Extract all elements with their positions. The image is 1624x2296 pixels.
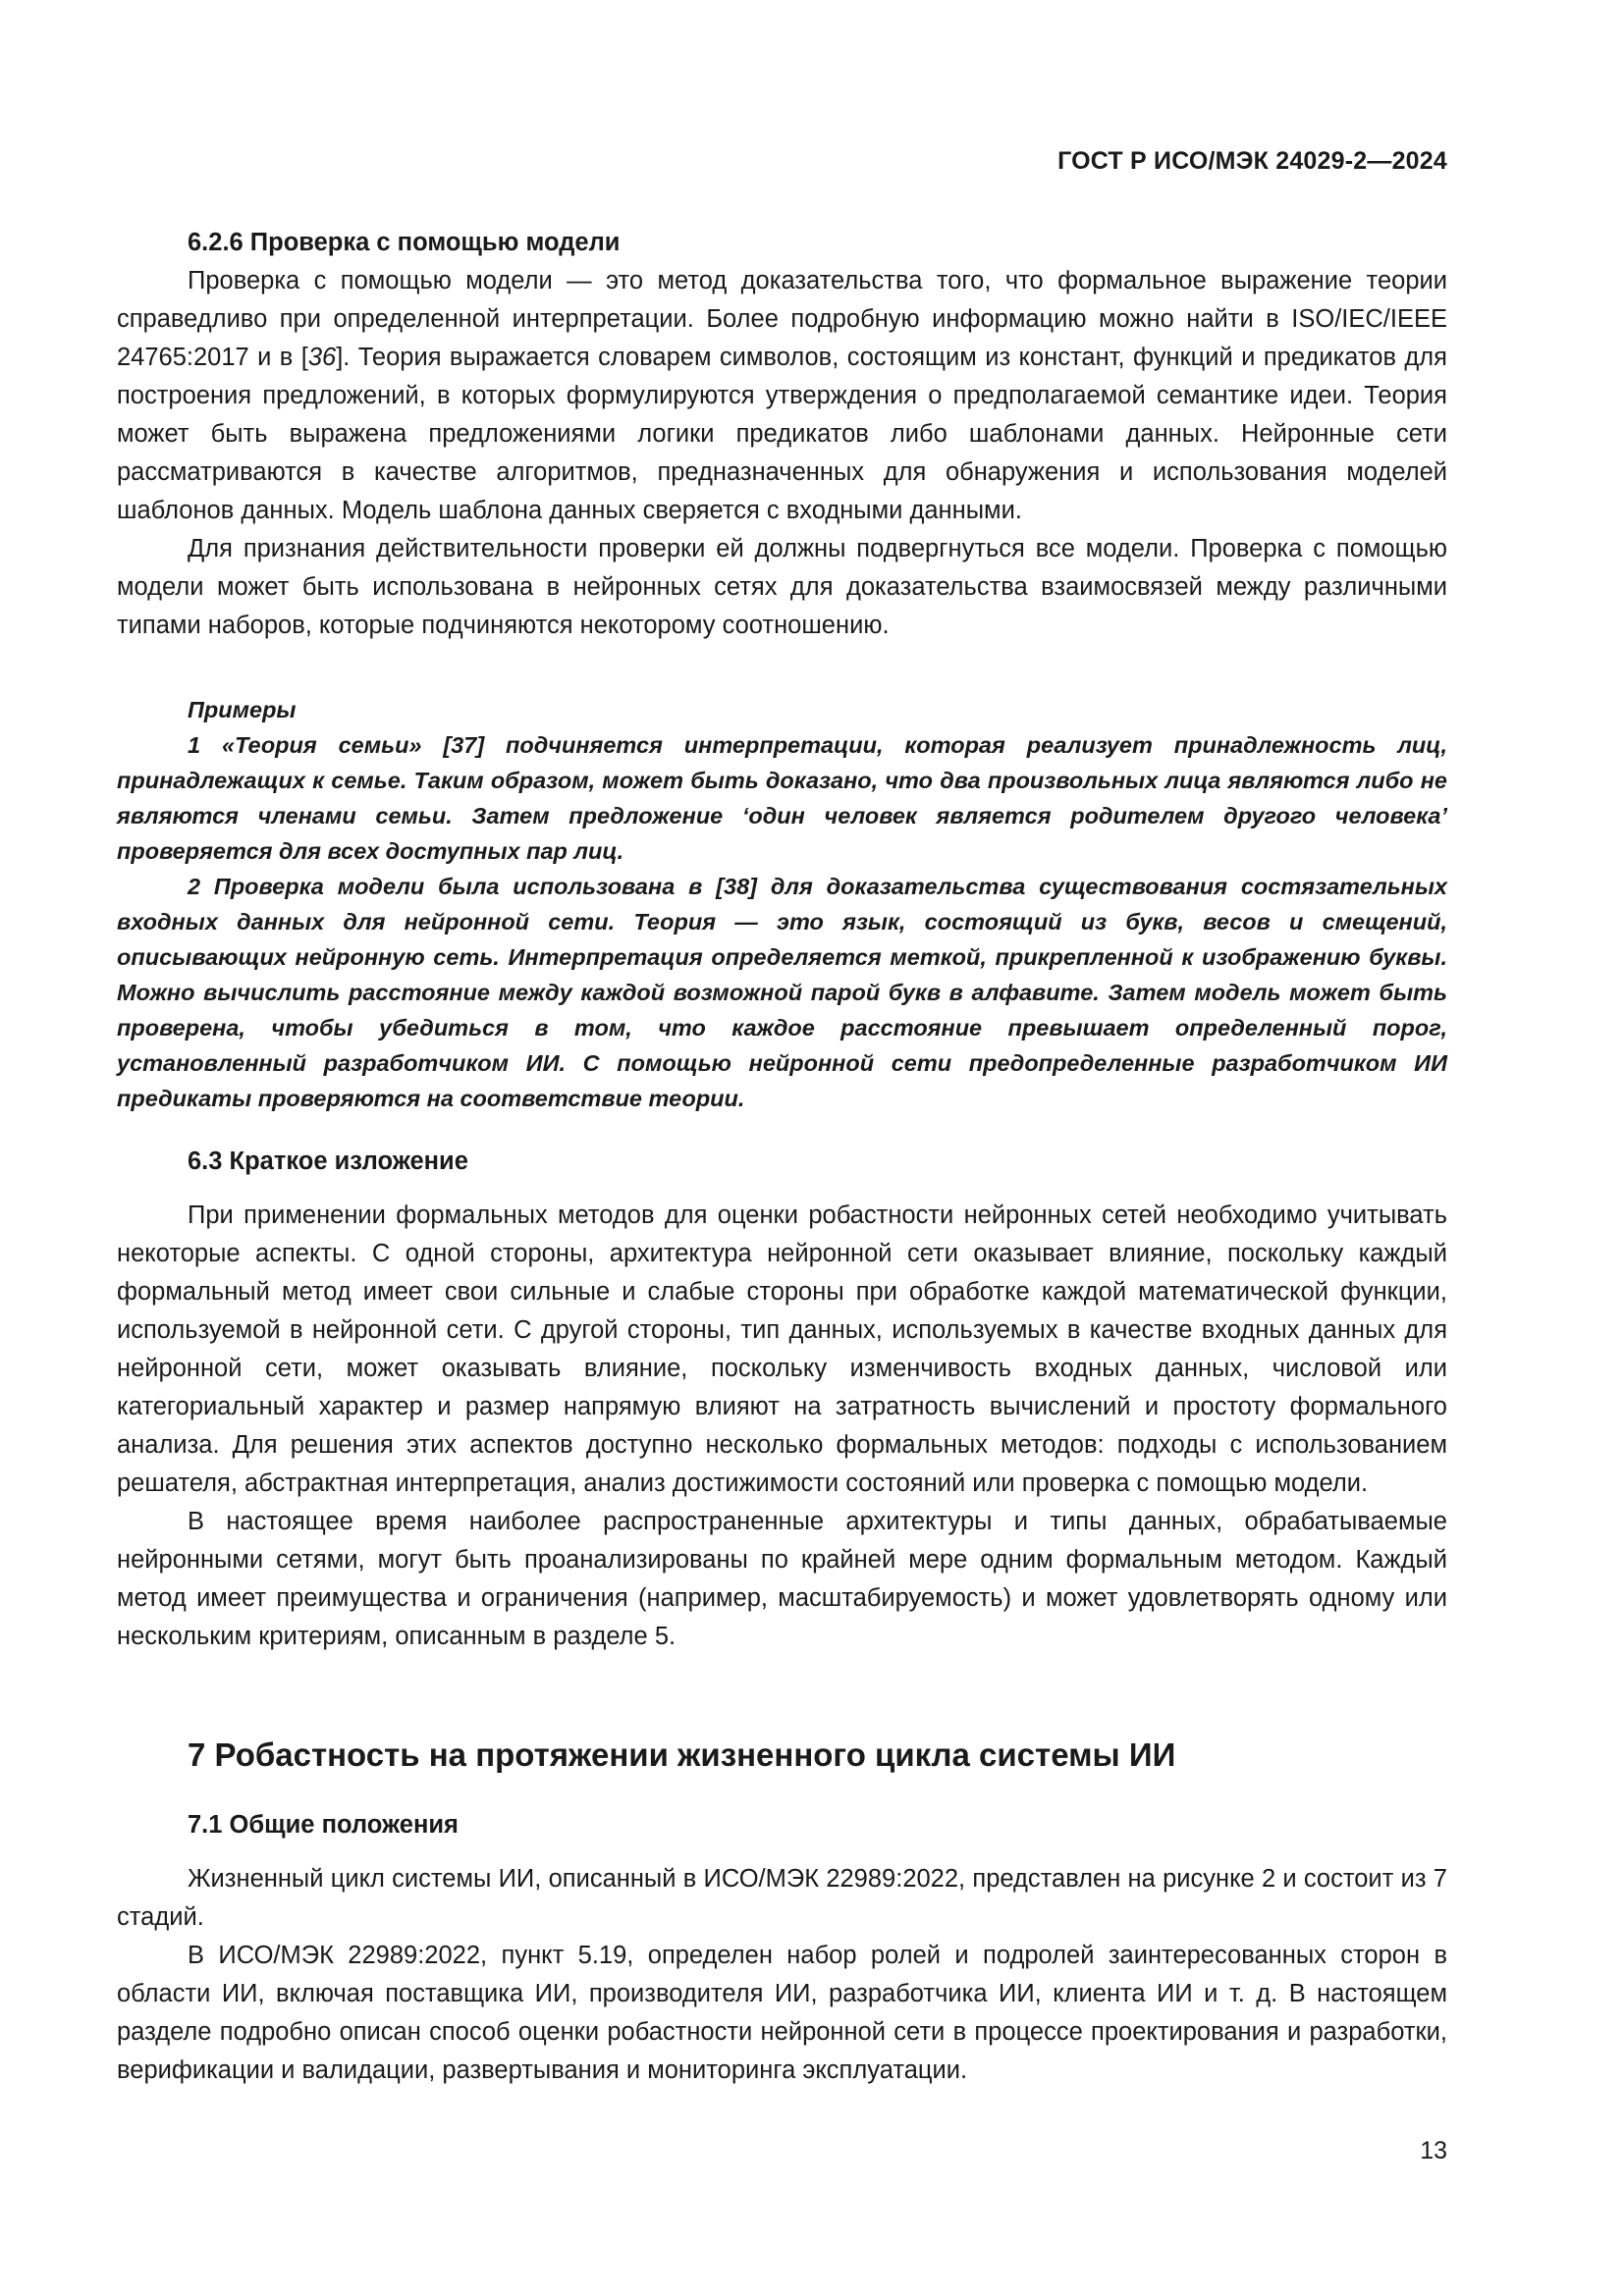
paragraph-text: Проверка с помощью модели — это метод доказательства того, что формальное выражение теории справедливо при определенной интерпретации. Более подробную информацию можно найти в ISO/IEC/IEEE 24765:2017 и в [ — [117, 267, 1447, 371]
section-6-3-paragraph-2: В настоящее время наиболее распространенные архитектуры и типы данных, обрабатываемые нейронными сетями, могут быть проанализированы по крайней мере одним формальным методом. Каждый метод имеет преимущества и ограничения (например, масштабируемость) и может удовлетворять одному или нескольким критериям, описанным в разделе 5. — [117, 1508, 1447, 1650]
examples-title: Примеры — [188, 697, 297, 722]
section-6-3 — [117, 1197, 1447, 1656]
section-7-1-heading — [117, 1806, 459, 1844]
page-number: 13 — [1420, 2137, 1447, 2164]
example-1: 1 «Теория семьи» [37] подчиняется интерпретации, которая реализует принадлежность лиц, принадлежащих к семье. Таким образом, может быть доказано, что два произвольных лица являются либо не являются членами семьи. Затем предложение ‘один человек является родителем другого человека’ проверяется для всех доступных пар лиц. — [117, 732, 1447, 864]
section-6-2-6-paragraph-1 — [117, 262, 1447, 530]
section-7-1-paragraph-2: В ИСО/МЭК 22989:2022, пункт 5.19, определен набор ролей и подролей заинтересованных сторон в области ИИ, включая поставщика ИИ, производителя ИИ, разработчика ИИ, клиента ИИ и т. д. В настоящем разделе подробно описан способ оценки робастности нейронной сети в процессе проектирования и разработки, верификации и валидации, развертывания и мониторинга эксплуатации. — [117, 1942, 1447, 2084]
section-6-3-paragraph-1: При применении формальных методов для оценки робастности нейронных сетей необходимо учитывать некоторые аспекты. С одной стороны, архитектура нейронной сети оказывает влияние, поскольку каждый формальный метод имеет свои сильные и слабые стороны при обработке каждой математической функции, используемой в нейронной сети. С другой стороны, тип данных, используемых в качестве входных данных для нейронной сети, может оказывать влияние, поскольку изменчивость входных данных, числовой или категориальный характер и размер напрямую влияют на затратность вычислений и простоту формального анализа. Для решения этих аспектов доступно несколько формальных методов: подходы с использованием решателя, абстрактная интерпретация, анализ достижимости состояний или проверка с помощью модели. — [117, 1201, 1447, 1497]
paragraph-text: ]. Теория выражается словарем символов, состоящим из констант, функций и предикатов для построения предложений, в которых формулируются утверждения о предполагаемой семантике идеи. Теория может быть выражена предложениями логики предикатов либо шаблонами данных. Нейронные сети рассматриваются в качестве алгоритмов, предназначенных для обнаружения и использования моделей шаблонов данных. Модель шаблона данных сверяется с входными данными. — [117, 344, 1447, 524]
document-header: ГОСТ Р ИСО/МЭК 24029-2—2024 — [1057, 147, 1447, 175]
section-7-1 — [117, 1860, 1447, 2090]
example-2: 2 Проверка модели была использована в [38] для доказательства существования состязательных входных данных для нейронной сети. Теория — это язык, состоящий из букв, весов и смещений, описывающих нейронную сеть. Интерпретация определяется меткой, прикрепленной к изображению буквы. Можно вычислить расстояние между каждой возможной парой букв в алфавите. Затем модель может быть проверена, чтобы убедиться в том, что каждое расстояние превышает определенный порог, установленный разработчиком ИИ. С помощью нейронной сети предопределенные разработчиком ИИ предикаты проверяются на соответствие теории. — [117, 874, 1447, 1111]
reference-number: 36 — [307, 344, 337, 371]
section-6-2-6-title: 6.2.6 Проверка с помощью модели — [188, 229, 621, 256]
section-7-1-title: 7.1 Общие положения — [188, 1811, 459, 1839]
section-7-title: 7 Робастность на протяжении жизненного цикла системы ИИ — [188, 1736, 1176, 1773]
section-7-1-paragraph-1: Жизненный цикл системы ИИ, описанный в ИСО/МЭК 22989:2022, представлен на рисунке 2 и состоит из 7 стадий. — [117, 1865, 1447, 1931]
section-6-3-heading — [117, 1143, 468, 1181]
examples-block — [117, 692, 1447, 1116]
document-page — [117, 0, 1447, 2296]
section-7-heading — [117, 1734, 1175, 1777]
section-6-3-title: 6.3 Краткое изложение — [188, 1148, 468, 1175]
section-6-2-6 — [117, 224, 1447, 645]
section-6-2-6-paragraph-2: Для признания действительности проверки ей должны подвергнуться все модели. Проверка с помощью модели может быть использована в нейронных сетях для доказательства взаимосвязей между различными типами наборов, которые подчиняются некоторому соотношению. — [117, 535, 1447, 639]
